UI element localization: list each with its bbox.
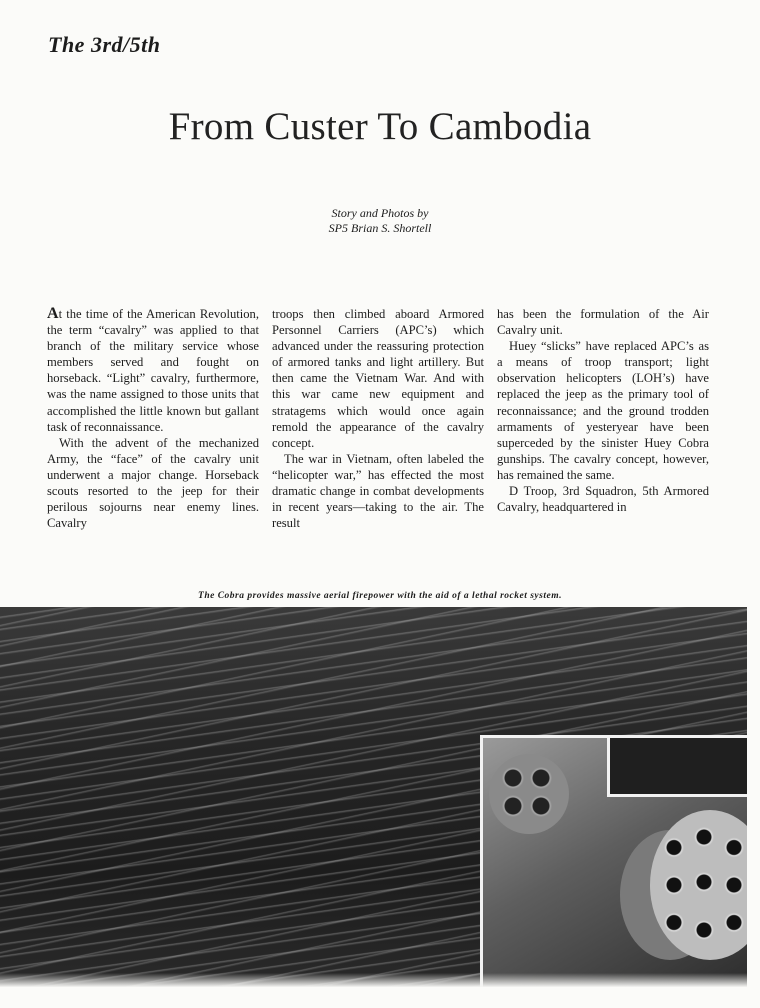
paragraph: has been the formulation of the Air Cavalry unit.	[497, 307, 709, 338]
paragraph-text: t the time of the American Revolution, the term “cavalry” was applied to that branch of the military service whose members served and fought on horseback. “Light” cavalry, furthermore, was the name assigned to those units that accomplished the little known but gallant task of reconnaissance.	[47, 307, 259, 434]
paragraph: troops then climbed aboard Armored Personnel Carriers (APC’s) which advanced under the reassuring protection of armored tanks and light artillery. But then came the Vietnam War. And with this war came new equipment and stratagems which would once again remold the appearance of the cavalry concept.	[272, 307, 484, 450]
paragraph	[47, 306, 259, 435]
section-kicker: The 3rd/5th	[48, 32, 161, 57]
paragraph: The war in Vietnam, often labeled the “helicopter war,” has effected the most dramatic change in combat developments in recent years—taking to the air. The result	[272, 451, 484, 531]
article-headline: From Custer To Cambodia	[168, 105, 592, 148]
byline-author: SP5 Brian S. Shortell	[328, 221, 432, 235]
paragraph: D Troop, 3rd Squadron, 5th Armored Cavalry, headquartered in	[497, 484, 709, 515]
rocket-tubes-icon	[489, 754, 569, 834]
article-column-1	[47, 306, 259, 542]
inset-notch	[607, 738, 747, 797]
paragraph: With the advent of the mechanized Army, the “face” of the cavalry unit underwent a major change. Horseback scouts resorted to the jeep for their perilous sojourns near enemy lines. Cavalry	[47, 435, 259, 531]
paragraph: Huey “slicks” have replaced APC’s as a means of troop transport; light observation helicopters (LOH’s) have replaced the jeep as the primary tool of reconnaissance; and the ground trodden armaments of yesteryear have been superceded by the sinister Huey Cobra gunships. The cavalry concept, however, has remained the same.	[497, 339, 709, 482]
article-column-2	[272, 306, 484, 542]
byline-credit: Story and Photos by	[331, 206, 429, 220]
rocket-launcher-icon	[650, 810, 747, 960]
photo-caption: The Cobra provides massive aerial firepower with the aid of a lethal rocket system.	[198, 591, 562, 601]
byline	[300, 206, 460, 236]
photo-edge	[0, 973, 747, 987]
helicopter-photo	[0, 607, 747, 987]
article-column-3	[497, 306, 709, 542]
rocket-pod-inset-photo	[480, 735, 747, 987]
drop-cap: A	[47, 306, 59, 322]
